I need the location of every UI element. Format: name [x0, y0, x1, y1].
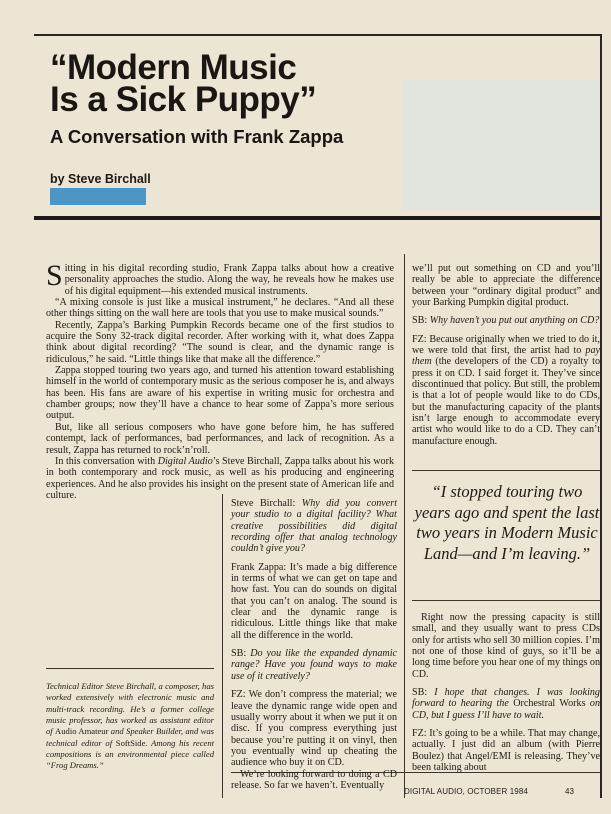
- title-line-2: Is a Sick Puppy”: [50, 80, 317, 119]
- answer-paragraph: FZ: We don’t compress the material; we leave the dynamic range wide open and usually worry about it when we put it on disc. If you compress everything just because you’re putting it on vinyl, then you eventually wind up cheating the audience who buy it on CD.: [231, 689, 397, 769]
- column-three-top: [412, 263, 600, 454]
- author-bio: Technical Editor Steve Birchall, a composer, has worked extensively with electronic music and multi-track recording. He’s a former college music professor, has worked as assistant editor of Audio Amateur and Speaker Builder, and was technical editor of SoftSide. Among his recent compositions is an environmental piece called “Frog Dreams.”: [46, 681, 215, 771]
- article-subtitle: A Conversation with Frank Zappa: [50, 126, 344, 147]
- intro-paragraph: Sitting in his digital recording studio, Frank Zappa talks about how a creative personality approaches the studio. Along the way, he reveals how he makes use of his digital equipment—his extended musical instruments.: [46, 259, 394, 297]
- intro-paragraph: Zappa stopped touring two years ago, and turned his attention toward establishing himself in the world of contemporary music as the serious composer he is, and always has been. His fans are aware of his expertise in writing music for orchestra and chamber groups; now they’ll have a chance to hear some of Zappa’s more serious output.: [46, 365, 394, 422]
- intro-paragraph: Recently, Zappa’s Barking Pumpkin Records became one of the first studios to acquire the Sony 32-track digital recorder. After working with it, what does Zappa think about digital recording? “The sound is clear, and the dynamic range is ridiculous,” he said. “Little things like that make all the difference.”: [46, 319, 394, 365]
- pull-quote-rule-top: [412, 470, 600, 471]
- question-paragraph: Steve Birchall: Why did you convert your studio to a digital facility? What creative possibilities did digital recording offer that analog technology couldn’t give you?: [231, 498, 397, 555]
- question-paragraph: SB: I hope that changes. I was looking forward to hearing the Orchestral Works on CD, but I guess I’ll have to wait.: [412, 687, 600, 721]
- answer-paragraph: FZ: It’s going to be a while. That may change, actually. I just did an album (with Pierre Boulez) that Angel/EMI is releasing. They’ve been talking about: [412, 728, 600, 774]
- bio-rule: [46, 668, 214, 669]
- pull-quote-rule-bottom: [412, 600, 600, 601]
- article-title: [50, 48, 410, 119]
- header-rule: [34, 216, 600, 220]
- answer-paragraph: Frank Zappa: It’s made a big difference in terms of what we can get on tape and how fast. You can do sounds on digital that you can’t on analog. The sound is clear and the dynamic range is ridiculous. Little things like that make all the difference in the world.: [231, 561, 397, 641]
- top-rule: [34, 34, 600, 36]
- question-paragraph: SB: Why haven’t you put out anything on CD?: [412, 315, 600, 327]
- pull-quote: “I stopped touring two years ago and spent the last two years in Modern Music Land—and I’m leaving.”: [414, 482, 600, 563]
- drop-cap: S: [46, 259, 63, 292]
- answer-paragraph: We’re looking forward to doing a CD release. So far we haven’t. Eventually: [231, 768, 397, 791]
- intro-paragraph: But, like all serious composers who have gone before him, he has suffered contempt, lack of performances, bad performances, and lack of recognition. As a result, Zappa has returned to rock’n’roll.: [46, 421, 394, 456]
- question-paragraph: SB: Do you like the expanded dynamic range? Have you found ways to make use of it creatively?: [231, 648, 397, 682]
- footer-publication: DIGITAL AUDIO, OCTOBER 1984: [404, 787, 528, 796]
- intro-paragraph: “A mixing console is just like a musical instrument,” he declares. “And all these other things sitting on the wall here are tools that you use to make musical sounds.”: [46, 297, 394, 320]
- answer-paragraph: Right now the pressing capacity is still small, and they usually want to press CDs only for artists who sell 30 million copies. I’m not one of those kind of guys, so it’ll be a long time before you hear one of my things on CD.: [412, 612, 600, 680]
- intro-text: [46, 259, 394, 501]
- page-number: 43: [565, 787, 574, 796]
- byline: by Steve Birchall: [50, 172, 151, 186]
- right-edge-rule: [600, 34, 602, 798]
- column-divider-left: [222, 494, 223, 798]
- title-line-1: “Modern Music: [50, 48, 297, 87]
- answer-paragraph: we’ll put out something on CD and you’ll really be able to appreciate the difference between your “ordinary digital product” and your Barking Pumpkin digital product.: [412, 263, 600, 309]
- intro-paragraph: In this conversation with Digital Audio’s Steve Birchall, Zappa talks about his work in both contemporary and rock music, as well as his producing and engineering experiences. And he also provides his insight on the present state of American life and culture.: [46, 455, 394, 501]
- tint-panel: [402, 80, 600, 210]
- column-two: [231, 498, 397, 791]
- column-three-bottom: [412, 612, 600, 773]
- accent-bar: [50, 188, 146, 205]
- answer-paragraph: FZ: Because originally when we tried to do it, we were told that first, the artist had to pay them (the developers of the CD) a royalty to press it on CD. I said forget it. They’ve since discontinued that policy. But still, the problem is that a lot of people would like to do CDs, but the manufacturing capacity of the plants isn’t large enough to accommodate every artist who would like to do a CD. They can’t manufacture enough.: [412, 333, 600, 447]
- column-divider-right: [404, 254, 405, 798]
